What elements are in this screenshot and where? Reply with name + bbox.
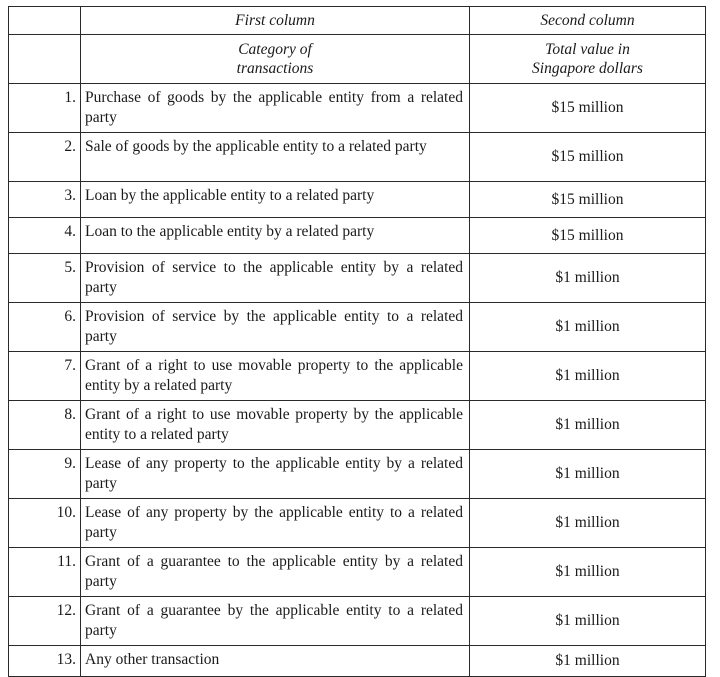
value-heading: Total value in Singapore dollars: [470, 35, 706, 84]
row-value: $1 million: [470, 450, 706, 499]
table-row: [9, 401, 706, 450]
row-category: Loan to the applicable entity by a related party: [81, 218, 470, 254]
row-number: 5.: [9, 254, 81, 303]
table-row: [9, 597, 706, 646]
row-value: $1 million: [470, 401, 706, 450]
second-column-title: Second column: [470, 7, 706, 35]
row-category: Purchase of goods by the applicable entity from a related party: [81, 84, 470, 133]
row-number: 6.: [9, 303, 81, 352]
row-value: $1 million: [470, 303, 706, 352]
row-value: $15 million: [470, 182, 706, 218]
row-category: Grant of a right to use movable property to the applicable entity by a related party: [81, 352, 470, 401]
row-number: 7.: [9, 352, 81, 401]
row-number: 3.: [9, 182, 81, 218]
row-number: 2.: [9, 133, 81, 182]
row-category: Grant of a right to use movable property by the applicable entity to a related party: [81, 401, 470, 450]
column-title-row: [9, 7, 706, 35]
row-category: Provision of service by the applicable entity to a related party: [81, 303, 470, 352]
row-value: $1 million: [470, 597, 706, 646]
row-value: $1 million: [470, 254, 706, 303]
row-value: $1 million: [470, 352, 706, 401]
row-number: 10.: [9, 499, 81, 548]
table-row: [9, 218, 706, 254]
row-value: $1 million: [470, 646, 706, 677]
table-row: [9, 450, 706, 499]
row-number: 8.: [9, 401, 81, 450]
transactions-table: [8, 6, 706, 677]
table-row: [9, 84, 706, 133]
row-number: 1.: [9, 84, 81, 133]
table-row: [9, 499, 706, 548]
category-heading: Category of transactions: [81, 35, 470, 84]
row-category: Provision of service to the applicable entity by a related party: [81, 254, 470, 303]
table-row: [9, 133, 706, 182]
row-value: $15 million: [470, 84, 706, 133]
header-blank-cell: [9, 35, 81, 84]
table-row: [9, 182, 706, 218]
header-blank-cell: [9, 7, 81, 35]
row-category: Grant of a guarantee by the applicable entity to a related party: [81, 597, 470, 646]
table-row: [9, 254, 706, 303]
row-category: Any other transaction: [81, 646, 470, 677]
row-number: 4.: [9, 218, 81, 254]
table-row: [9, 548, 706, 597]
row-number: 13.: [9, 646, 81, 677]
row-category: Lease of any property by the applicable entity to a related party: [81, 499, 470, 548]
row-value: $15 million: [470, 133, 706, 182]
first-column-title: First column: [81, 7, 470, 35]
row-category: Sale of goods by the applicable entity to a related party: [81, 133, 470, 182]
row-value: $1 million: [470, 548, 706, 597]
row-category: Loan by the applicable entity to a related party: [81, 182, 470, 218]
row-number: 11.: [9, 548, 81, 597]
table-row: [9, 303, 706, 352]
row-number: 9.: [9, 450, 81, 499]
table-row: [9, 352, 706, 401]
row-category: Lease of any property to the applicable entity by a related party: [81, 450, 470, 499]
table-row: [9, 646, 706, 677]
row-value: $15 million: [470, 218, 706, 254]
row-category: Grant of a guarantee to the applicable entity by a related party: [81, 548, 470, 597]
column-heading-row: [9, 35, 706, 84]
row-number: 12.: [9, 597, 81, 646]
row-value: $1 million: [470, 499, 706, 548]
